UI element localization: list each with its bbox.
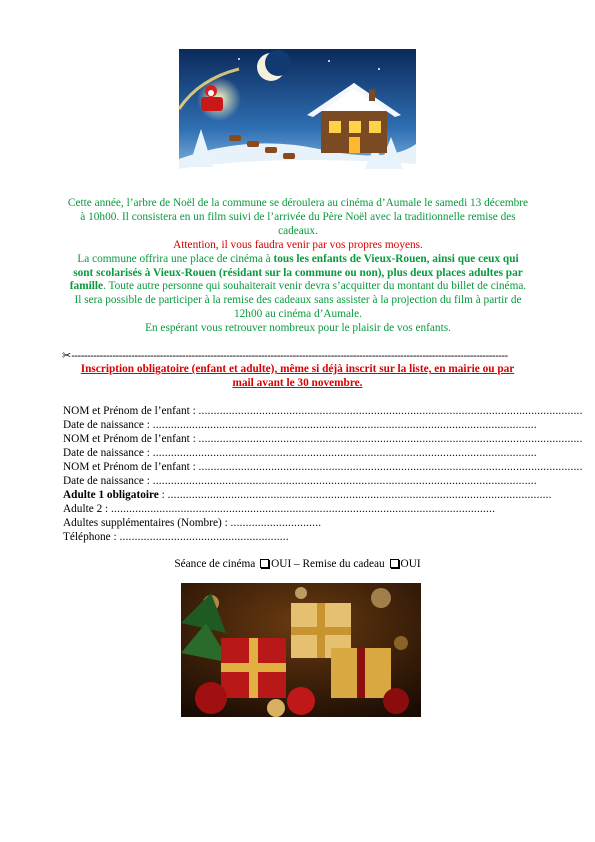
field-separator: : <box>158 489 168 501</box>
inscription-notice: Inscription obligatoire (enfant et adulte), même si déjà inscrit sur la liste, en mairie ou par mail avant le 30 novembre. <box>80 363 515 389</box>
field-dots: ............................................................................................................................... <box>198 433 583 445</box>
intro-paragraph-date: Cette année, l’arbre de Noël de la commune se déroulera au cinéma d’Aumale le samedi 13 décembre à 10h00. Il consistera en un film suivi de l’arrivée du Père Noël avec la traditionnelle remise des cadeaux. <box>67 197 529 237</box>
field-label: NOM et Prénom de l’enfant : <box>63 405 199 417</box>
attention-notice: Attention, il vous faudra venir par vos propres moyens. <box>173 238 423 251</box>
gifts-image <box>181 583 421 717</box>
field-dots: .............................. <box>230 517 322 529</box>
attendance-choice <box>60 557 535 571</box>
form-row-child1-dob[interactable] <box>63 418 537 432</box>
field-label: Téléphone : <box>63 531 120 543</box>
field-label: Date de naissance : <box>63 447 153 459</box>
dashed-line: ------------------------------------------------------------------------------------------------------------------------------------------ <box>71 350 508 362</box>
santa-sleigh-illustration <box>179 49 416 182</box>
field-label: Date de naissance : <box>63 475 153 487</box>
field-dots: ............................................................................................................................... <box>167 489 552 501</box>
offer-text-end: . Toute autre personne qui souhaiterait venir devra s’acquitter du montant du billet de cinéma. <box>103 280 527 293</box>
field-dots: ............................................................................................................................... <box>198 461 583 473</box>
form-row-child2-dob[interactable] <box>63 446 537 460</box>
intro-paragraph-closing: En espérant vous retrouver nombreux pour le plaisir de vos enfants. <box>145 322 451 335</box>
field-label: Adultes supplémentaires (Nombre) : <box>63 517 231 529</box>
field-dots: ............................................................................................................................... <box>111 503 496 515</box>
field-dots: ............................................................................................................................... <box>152 447 537 459</box>
santa-sleigh-image <box>179 49 416 182</box>
field-label: Date de naissance : <box>63 419 153 431</box>
offer-text-start: La commune offrira une place de cinéma à <box>77 252 274 265</box>
field-dots: ............................................................................................................................... <box>152 419 537 431</box>
form-row-adults-extra[interactable] <box>63 516 533 530</box>
intro-text <box>66 197 530 336</box>
gift-oui: OUI <box>400 558 421 570</box>
gifts-illustration <box>181 583 421 717</box>
form-row-adult2[interactable] <box>63 502 533 516</box>
cut-line <box>62 349 532 363</box>
field-label: Adulte 2 : <box>63 503 112 515</box>
field-label: NOM et Prénom de l’enfant : <box>63 433 199 445</box>
intro-paragraph-gifts: Il sera possible de participer à la remise des cadeaux sans assister à la projection du film à partir de 12h00 au cinéma d’Aumale. <box>74 294 522 321</box>
scissors-icon: ✂ <box>62 350 72 362</box>
form-row-child1-name[interactable] <box>63 404 583 418</box>
field-label: Adulte 1 obligatoire <box>63 489 159 501</box>
gift-checkbox[interactable] <box>390 559 399 568</box>
form-row-adult1[interactable] <box>63 488 552 502</box>
offer-text-bold: tous les enfants de Vieux-Rouen, ainsi que ceux qui sont scolarisés à Vieux-Rouen (résidant sur la commune ou non), plus deux places adultes par famille <box>69 252 523 293</box>
cinema-oui: OUI <box>271 558 292 570</box>
registration-form <box>63 404 583 544</box>
field-dots: ........................................................ <box>119 531 289 543</box>
form-row-child3-dob[interactable] <box>63 474 537 488</box>
cinema-label: Séance de cinéma <box>174 558 259 570</box>
cinema-checkbox[interactable] <box>260 559 269 568</box>
field-dots: ............................................................................................................................... <box>198 405 583 417</box>
intro-paragraph-offer <box>66 253 530 295</box>
form-row-child2-name[interactable] <box>63 432 583 446</box>
gift-label: – Remise du cadeau <box>291 558 388 570</box>
form-row-phone[interactable] <box>63 530 533 544</box>
form-row-child3-name[interactable] <box>63 460 583 474</box>
field-dots: ............................................................................................................................... <box>152 475 537 487</box>
field-label: NOM et Prénom de l’enfant : <box>63 461 199 473</box>
